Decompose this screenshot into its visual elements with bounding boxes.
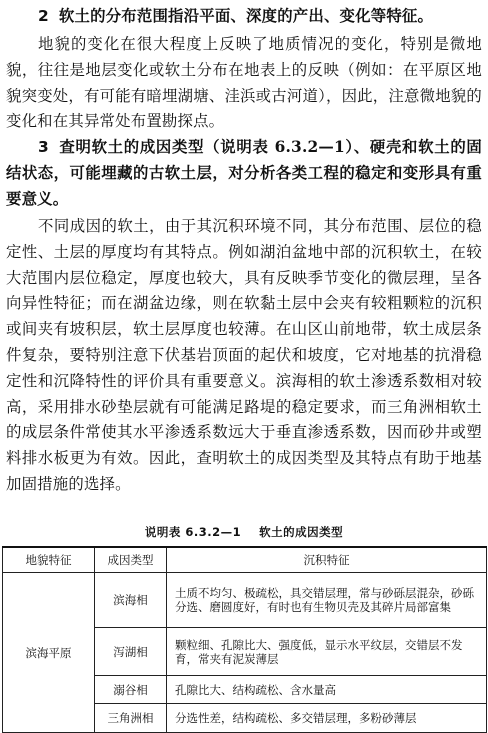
item-number: 2 [38,7,49,25]
cell-landform: 滨海平原 [3,573,95,733]
table-header-row [3,547,487,573]
paragraph-item-2 [6,4,482,30]
header-genesis-type: 成因类型 [95,547,167,573]
paragraph-microlandform: 地貌的变化在很大程度上反映了地质情况的变化，特别是微地貌，往往是地层变化或软土分布在地表上的反映（例如：在平原区地貌突变处，有可能有暗埋湖塘、洼浜或古河道），因此，注意微地貌的变化和在其异常处布置勘探点。 [6,35,482,131]
item-number: 3 [38,138,49,156]
cell-type: 泻湖相 [95,628,167,676]
cell-type: 滨海相 [95,573,167,628]
cell-type: 三角洲相 [95,704,167,733]
item-heading: 软土的分布范围指沿平面、深度的产出、变化等特征。 [58,7,434,25]
table-caption [0,524,488,540]
cell-desc: 孔隙比大、结构疏松、含水量高 [167,676,487,704]
soft-soil-genesis-table [2,546,487,733]
cell-desc: 颗粒细、孔隙比大、强度低，显示水平纹层，交错层不发育，常夹有泥炭薄层 [167,628,487,676]
table-name: 软土的成因类型 [259,525,344,539]
paragraph-item-3 [6,135,482,212]
cell-type: 溺谷相 [95,676,167,704]
paragraph-genesis-types: 不同成因的软土，由于其沉积环境不同，其分布范围、层位的稳定性、土层的厚度均有其特点。例如湖泊盆地中部的沉积软土，在较大范围内层位稳定，厚度也较大，具有反映季节变化的微层理，呈各向异性特征；而在湖盆边缘，则在软黏土层中会夹有较粗颗粒的沉积或间夹有坡积层，软土层厚度也较薄。在山区山前地带，软土成层条件复杂，要特别注意下伏基岩顶面的起伏和坡度，它对地基的抗滑稳定性和沉降特性的评价具有重要意义。滨海相的软土渗透系数相对较高，采用排水砂垫层就有可能满足路堤的稳定要求，而三角洲相软土的成层条件常使其水平渗透系数远大于垂直渗透系数，因而砂井或塑料排水板更为有效。因此，查明软土的成因类型及其特点有助于地基加固措施的选择。 [6,217,482,493]
table-row [3,573,487,628]
item-heading: 查明软土的成因类型（说明表 6.3.2—1）、硬壳和软土的固结状态，可能埋藏的古软土层，对分析各类工程的稳定和变形具有重要意义。 [6,138,482,208]
cell-desc: 分选性差，结构疏松、多交错层理，多粉砂薄层 [167,704,487,733]
header-landform: 地貌特征 [3,547,95,573]
header-sediment-feature: 沉积特征 [167,547,487,573]
cell-desc: 土质不均匀、极疏松，具交错层理，常与砂砾层混杂，砂砾分选、磨圆度好，有时也有生物贝壳及其碎片局部富集 [167,573,487,628]
table-number: 说明表 6.3.2—1 [144,525,242,539]
